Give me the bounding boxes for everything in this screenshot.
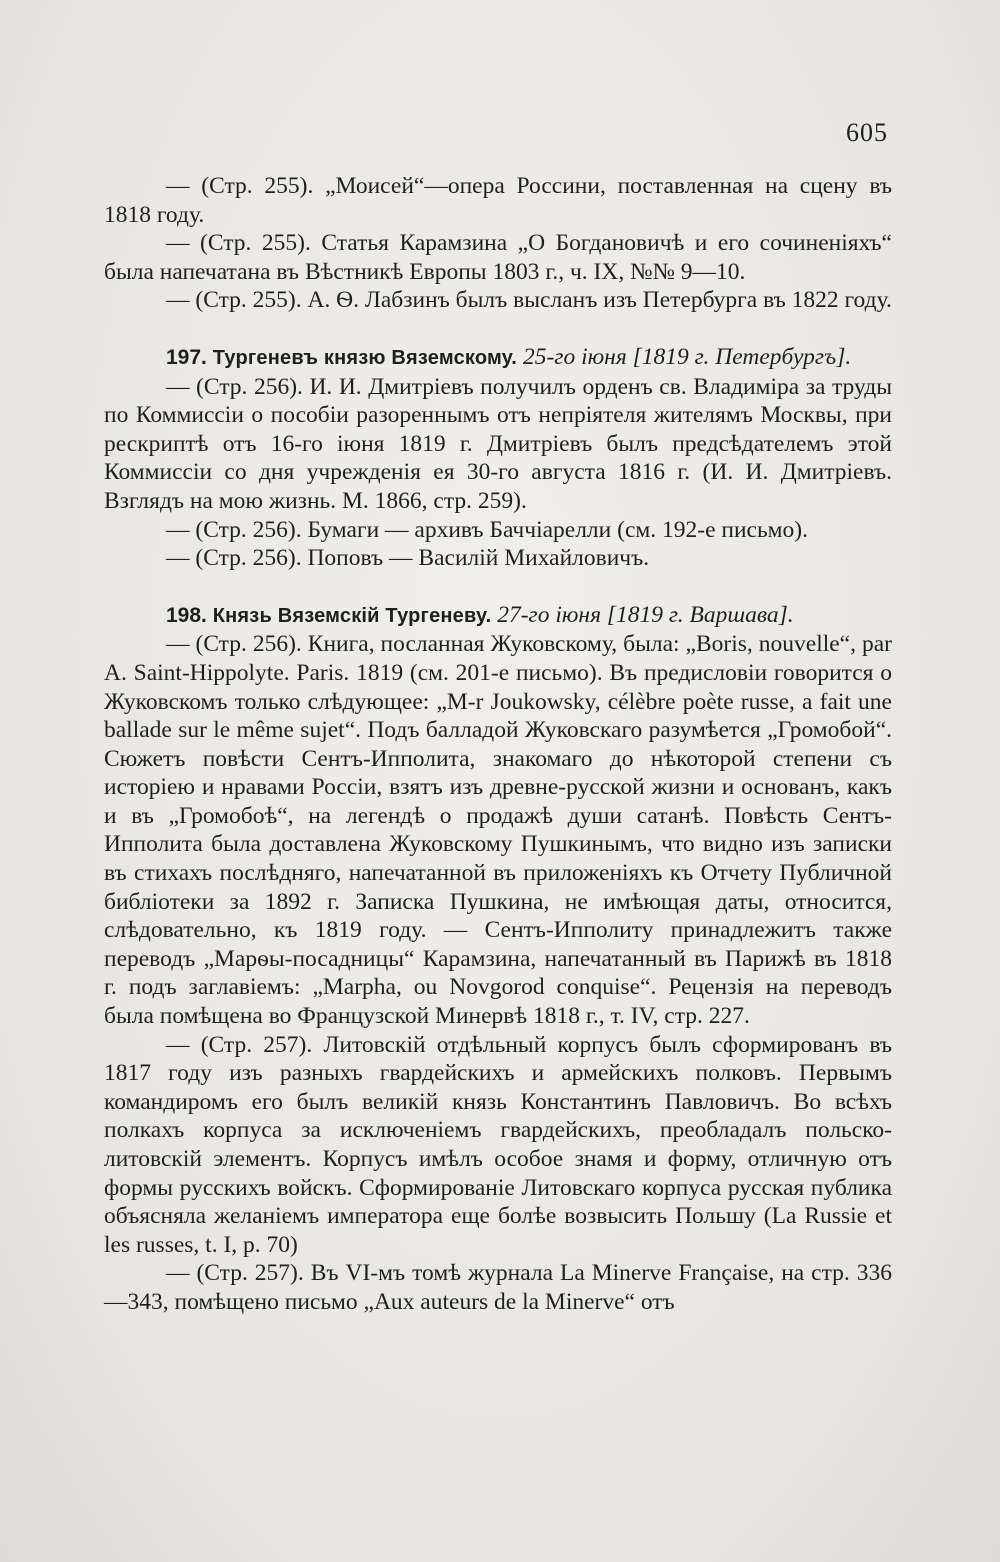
note-paragraph: — (Стр. 257). Литовскій отдѣльный корпусъ былъ сформированъ въ 1817 году изъ разныхъ гвардейскихъ и армейскихъ полковъ. Первымъ командиромъ его былъ великій князь Константинъ Павловичъ. Во всѣхъ полкахъ корпуса за исключеніемъ гвардейскихъ, преобладалъ польско-литовскій элементъ. Корпусъ имѣлъ особое знамя и форму, отличную отъ формы русскихъ войскъ. Сформированіе Литовскаго корпуса русская публика объясняла желаніемъ императора еще болѣе возвысить Польшу (La Russie et les russes, t. I, p. 70) (104, 1031, 892, 1258)
letter-number: 197. (166, 345, 207, 369)
note-paragraph: — (Стр. 255). „Моисей“—опера Россини, поставленная на сцену въ 1818 году. (104, 173, 892, 228)
letter-number: 198. (166, 603, 207, 627)
letter-heading-198 (104, 601, 892, 631)
letter-title: Тургеневъ князю Вяземскому. (212, 346, 518, 369)
note-paragraph: — (Стр. 257). Въ VI-мъ томѣ журнала La Minerve Française, на стр. 336—343, помѣщено письмо „Aux auteurs de la Minerve“ отъ (104, 1260, 892, 1315)
note-paragraph: — (Стр. 256). Книга, посланная Жуковскому, была: „Boris, nouvelle“, par A. Saint-Hippolyte. Paris. 1819 (см. 201-е письмо). Въ предисловіи говорится о Жуковскомъ только слѣдующее: „M-r Joukowsky, célèbre poète russe, a fait une ballade sur le même sujet“. Подъ балладой Жуковскаго разумѣется „Громобой“. Сюжетъ повѣсти Сентъ-Ипполита, знакомаго до нѣкоторой степени съ исторіею и нравами Россіи, взятъ изъ древне-русской жизни и основанъ, какъ и въ „Громобоѣ“, на легендѣ о продажѣ души сатанѣ. Повѣсть Сентъ-Ипполита была доставлена Жуковскому Пушкинымъ, что видно изъ записки въ стихахъ послѣдняго, напечатанной въ приложеніяхъ къ Отчету Публичной библіотеки за 1892 г. Записка Пушкина, не имѣющая даты, относится, слѣдовательно, къ 1819 году. — Сентъ-Ипполиту принадлежитъ также переводъ „Марѳы-посадницы“ Карамзина, напечатанный въ Парижѣ въ 1818 г. подъ заглавіемъ: „Marpha, ou Novgorod conquise“. Рецензія на переводъ была помѣщена во Французской Минервѣ 1818 г., т. IV, стр. 227. (104, 631, 892, 1030)
note-paragraph: — (Стр. 255). Статья Карамзина „О Богдановичѣ и его сочиненіяхъ“ была напечатана въ Вѣстникѣ Европы 1803 г., ч. IX, №№ 9—10. (104, 230, 892, 285)
letter-title: Князь Вяземскій Тургеневу. (212, 604, 492, 627)
note-paragraph: — (Стр. 256). И. И. Дмитріевъ получилъ орденъ св. Владиміра за труды по Коммиссіи о пособіи разореннымъ отъ непріятеля жителямъ Москвы, при рескриптѣ отъ 16-го іюня 1819 г. Дмитріевъ былъ предсѣдателемъ этой Коммиссіи со дня учрежденія ея 30-го августа 1816 г. (И. И. Дмитріевъ. Взглядъ на мою жизнь. М. 1866, стр. 259). (104, 373, 892, 514)
letter-date: 25-го іюня [1819 г. Петербургъ]. (522, 343, 852, 370)
letter-heading-197 (104, 343, 892, 373)
note-paragraph: — (Стр. 255). А. Ѳ. Лабзинъ былъ высланъ изъ Петербурга въ 1822 году. (166, 287, 892, 314)
note-paragraph: — (Стр. 256). Бумаги — архивъ Баччіарелли (см. 192-е письмо). (166, 516, 808, 543)
note-paragraph: — (Стр. 256). Поповъ — Василій Михайловичъ. (166, 545, 650, 572)
letter-date: 27-го іюня [1819 г. Варшава]. (497, 601, 794, 628)
page-body (104, 172, 892, 1317)
page-number: 605 (846, 118, 888, 147)
